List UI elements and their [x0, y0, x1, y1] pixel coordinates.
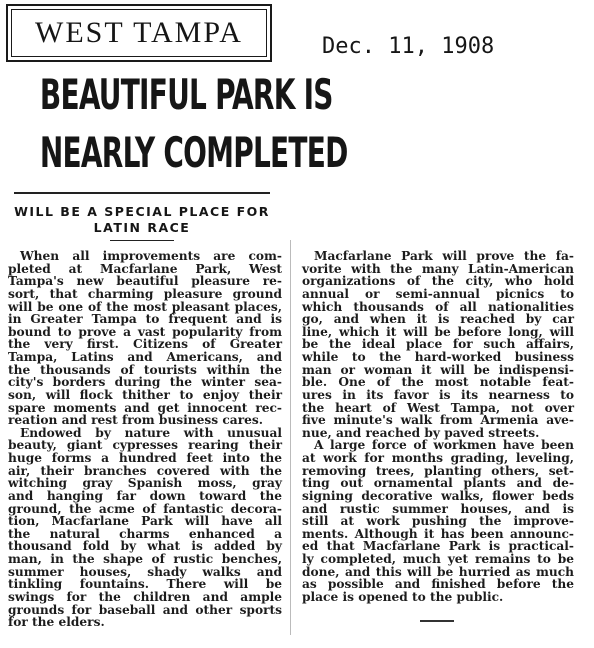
article-line: Macfarlane Park will prove the fa- — [314, 249, 574, 263]
subhead-line-1: WILL BE A SPECIAL PLACE FOR — [14, 204, 270, 219]
article-line: beauty, giant cypresses rearing their — [8, 438, 282, 453]
article-line: as possible and finished before the — [302, 577, 574, 592]
headline-line-2: NEARLY COMPLETED — [39, 128, 348, 177]
article-line: will be one of the most pleasant places, — [8, 299, 282, 314]
article-line: removing trees, planting others, set- — [302, 463, 574, 478]
article-line: pleted at Macfarlane Park, West — [8, 261, 282, 276]
article-line: tinkling fountains. There will be — [8, 577, 282, 592]
article-line: Endowed by nature with unusual — [20, 425, 282, 440]
headline-line-1: BEAUTIFUL PARK IS — [39, 70, 333, 119]
article-line: be the ideal place for such affairs, — [302, 337, 574, 352]
article-column-left — [8, 250, 282, 629]
article-line: and hanging far down toward the — [8, 488, 282, 503]
article-line: the heart of West Tampa, not over — [302, 400, 574, 415]
masthead-title: WEST TAMPA — [35, 16, 243, 49]
clipping-date: Dec. 11, 1908 — [322, 34, 495, 59]
article-line: A large force of workmen have been — [314, 438, 574, 453]
article-line: swings for the children and ample — [8, 589, 282, 604]
headline-divider — [14, 192, 270, 194]
article-line: vorite with the many Latin-American — [302, 261, 574, 276]
article-line: Tampa's new beautiful pleasure re- — [8, 274, 282, 289]
article-line: ting out ornamental plants and de- — [302, 476, 574, 491]
article-line: the natural charms enhanced a — [8, 526, 282, 541]
article-line: in Greater Tampa to frequent and is — [8, 312, 282, 327]
article-column-right — [302, 250, 574, 604]
article-line: done, and this will be hurried as much — [302, 564, 574, 579]
article-line: line, which it will be before long, will — [302, 324, 574, 339]
subhead-divider — [110, 240, 174, 241]
end-rule — [420, 620, 454, 622]
article-line: tion, Macfarlane Park will have all — [8, 514, 282, 529]
article-line: nue, and reached by paved streets. — [302, 425, 540, 440]
article-line: five minute's walk from Armenia ave- — [302, 413, 574, 428]
article-line: the very first. Citizens of Greater — [8, 337, 282, 352]
article-line: When all improvements are com- — [20, 249, 282, 263]
article-line: ble. One of the most notable feat- — [302, 375, 574, 390]
article-line: spare moments and get innocent rec- — [8, 400, 282, 415]
article-line: city's borders during the winter sea- — [8, 375, 282, 390]
article-line: reation and rest from business cares. — [8, 413, 263, 428]
article-line: grounds for baseball and other sports — [8, 602, 282, 617]
article-line: which thousands of all nationalities — [302, 299, 574, 314]
article-line: at work for months grading, leveling, — [302, 451, 574, 465]
article-line: ures in its favor is its nearness to — [302, 387, 574, 402]
article-line: and rustic summer houses, and is — [302, 501, 574, 516]
masthead-box — [6, 4, 272, 62]
article-line: ments. Although it has been announc- — [302, 526, 574, 541]
article-line: place is opened to the public. — [302, 589, 504, 604]
article-line: son, will flock thither to enjoy their — [8, 387, 282, 402]
article-line: air, their branches covered with the — [8, 463, 282, 478]
article-line: signing decorative walks, flower beds — [302, 488, 574, 503]
article-line: organizations of the city, who hold — [302, 274, 574, 289]
article-line: bound to prove a vast popularity from — [8, 324, 282, 339]
article-line: huge forms a hundred feet into the — [8, 451, 282, 465]
article-line: man, in the shape of rustic benches, — [8, 552, 282, 566]
article-line: still at work pushing the improve- — [302, 514, 574, 529]
article-line: go, and when it is reached by car — [302, 312, 574, 327]
subhead-line-2: LATIN RACE — [93, 220, 191, 235]
article-line: while to the hard-worked business — [302, 350, 574, 364]
article-line: ground, the acme of fantastic decora- — [8, 501, 282, 516]
article-line: man or woman it will be indispensi- — [302, 362, 574, 377]
article-line: witching gray Spanish moss, gray — [8, 476, 282, 491]
article-line: the thousands of tourists within the — [8, 362, 282, 377]
article-line: sort, that charming pleasure ground — [8, 286, 282, 301]
column-divider — [290, 240, 291, 635]
article-line: for the elders. — [8, 615, 105, 630]
article-line: ly completed, much yet remains to be — [302, 552, 574, 566]
article-line: ed that Macfarlane Park is practical- — [302, 539, 574, 554]
article-line: Tampa, Latins and Americans, and — [8, 350, 282, 364]
article-line: annual or semi-annual picnics to — [302, 286, 574, 301]
article-line: summer houses, shady walks and — [8, 564, 282, 579]
article-line: thousand fold by what is added by — [8, 539, 282, 554]
